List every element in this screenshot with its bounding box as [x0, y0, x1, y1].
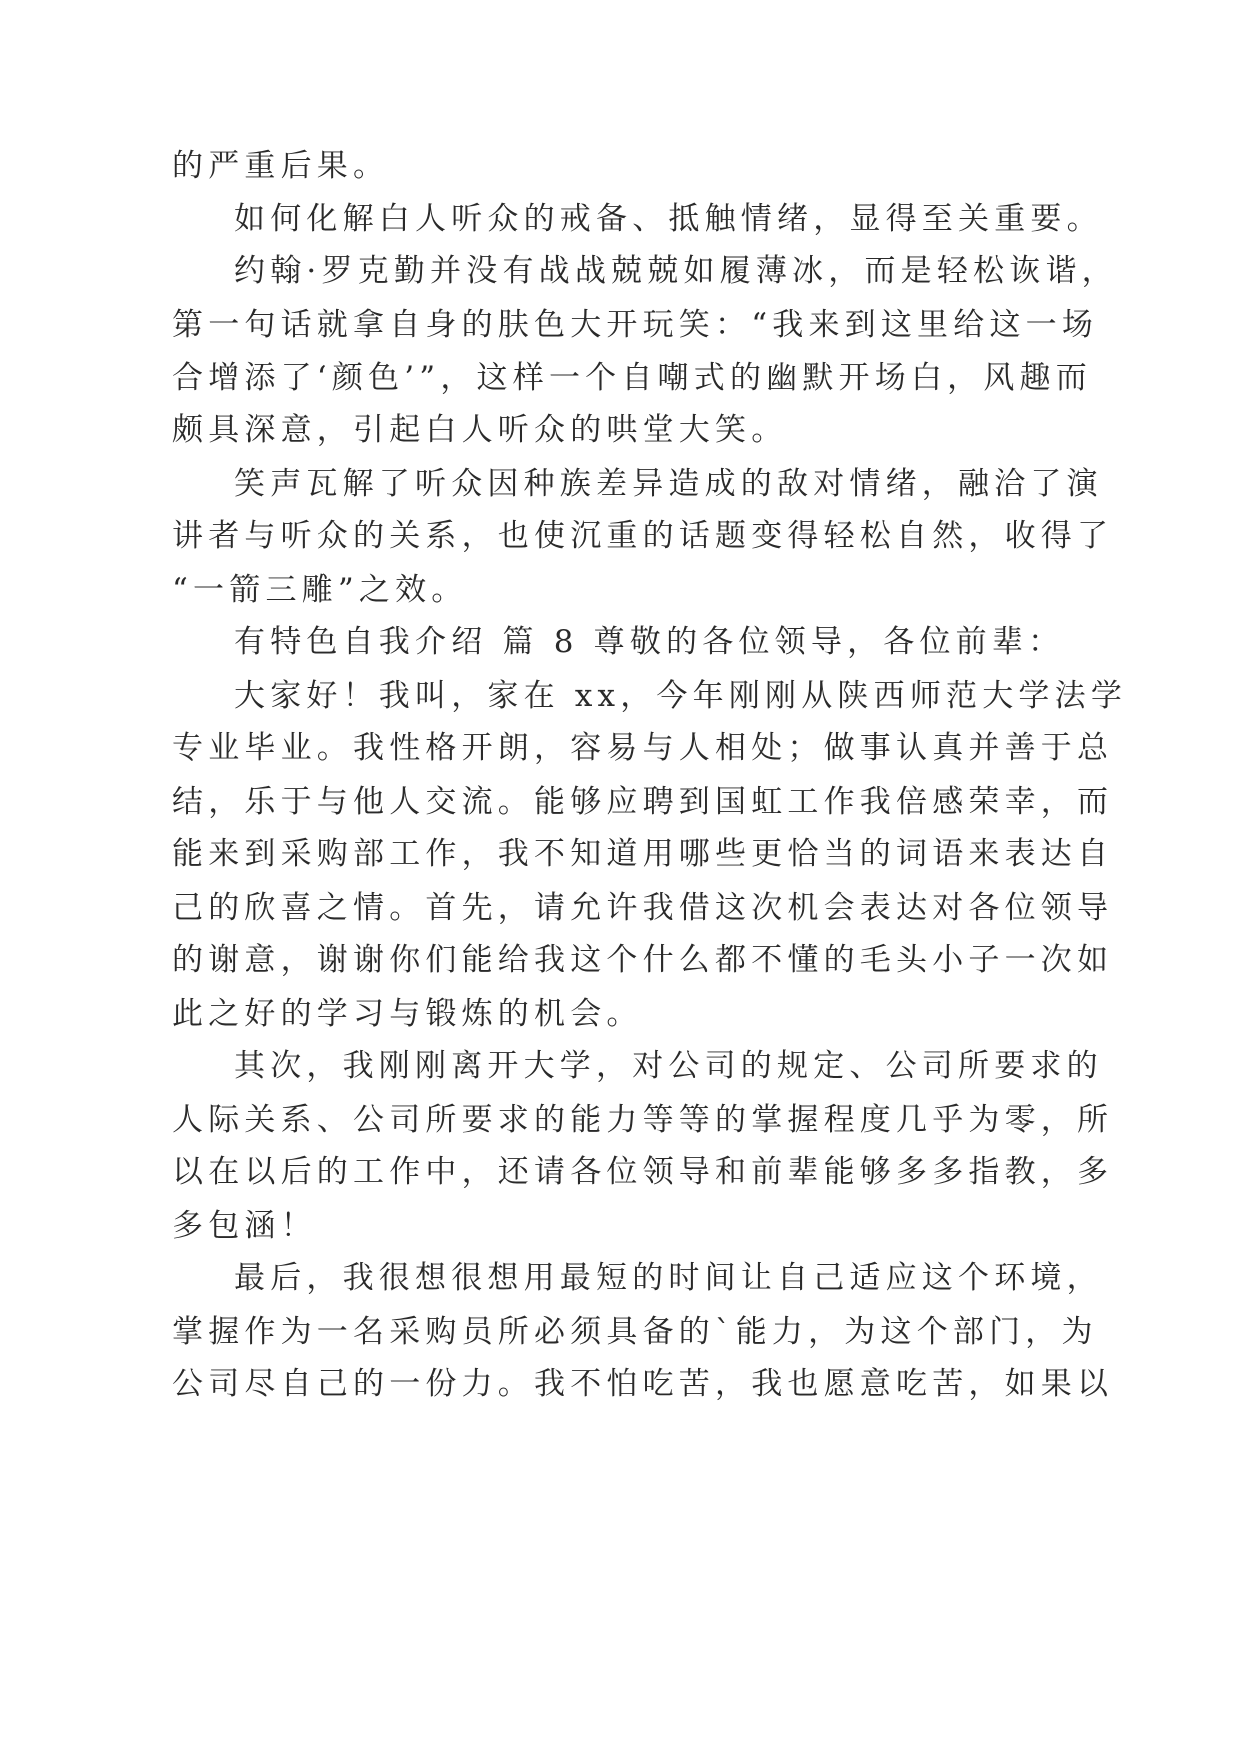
text-line: 的严重后果。	[172, 148, 390, 184]
text-line: 以在以后的工作中，还请各位领导和前辈能够多多指教，多	[172, 1154, 1114, 1190]
text-line: 能来到采购部工作，我不知道用哪些更恰当的词语来表达自	[172, 836, 1114, 872]
paragraph-first-line: 大家好！我叫，家在 xx，今年刚刚从陕西师范大学法学	[234, 678, 1128, 714]
paragraph-first-line: 约翰·罗克勤并没有战战兢兢如履薄冰，而是轻松诙谐，	[234, 253, 1118, 289]
text-line: 讲者与听众的关系，也使沉重的话题变得轻松自然，收得了	[172, 518, 1114, 554]
text-line: 第一句话就拿自身的肤色大开玩笑：“我来到这里给这一场	[172, 307, 1099, 343]
paragraph-first-line: 最后，我很想很想用最短的时间让自己适应这个环境，	[234, 1260, 1103, 1296]
text-line: 人际关系、公司所要求的能力等等的掌握程度几乎为零，所	[172, 1102, 1114, 1138]
text-line: 此之好的学习与锻炼的机会。	[172, 996, 643, 1032]
text-line: 的谢意，谢谢你们能给我这个什么都不懂的毛头小子一次如	[172, 942, 1114, 978]
text-line: 己的欣喜之情。首先，请允许我借这次机会表达对各位领导	[172, 890, 1114, 926]
paragraph-first-line: 笑声瓦解了听众因种族差异造成的敌对情绪，融洽了演	[234, 466, 1103, 502]
text-line: 合增添了‘颜色’”，这样一个自嘲式的幽默开场白，风趣而	[172, 360, 1092, 396]
section-heading: 有特色自我介绍 篇 8 尊敬的各位领导，各位前辈：	[234, 624, 1065, 660]
text-line: 结，乐于与他人交流。能够应聘到国虹工作我倍感荣幸，而	[172, 784, 1114, 820]
text-line: 多包涵！	[172, 1208, 317, 1244]
text-line: 公司尽自己的一份力。我不怕吃苦，我也愿意吃苦，如果以	[172, 1366, 1114, 1402]
text-line: “一箭三雕”之效。	[172, 572, 468, 608]
paragraph-first-line: 其次，我刚刚离开大学，对公司的规定、公司所要求的	[234, 1048, 1103, 1084]
paragraph-first-line: 如何化解白人听众的戒备、抵触情绪，显得至关重要。	[234, 201, 1103, 237]
text-line: 专业毕业。我性格开朗，容易与人相处；做事认真并善于总	[172, 730, 1114, 766]
text-line: 掌握作为一名采购员所必须具备的`能力，为这个部门，为	[172, 1314, 1098, 1350]
text-line: 颇具深意，引起白人听众的哄堂大笑。	[172, 412, 788, 448]
